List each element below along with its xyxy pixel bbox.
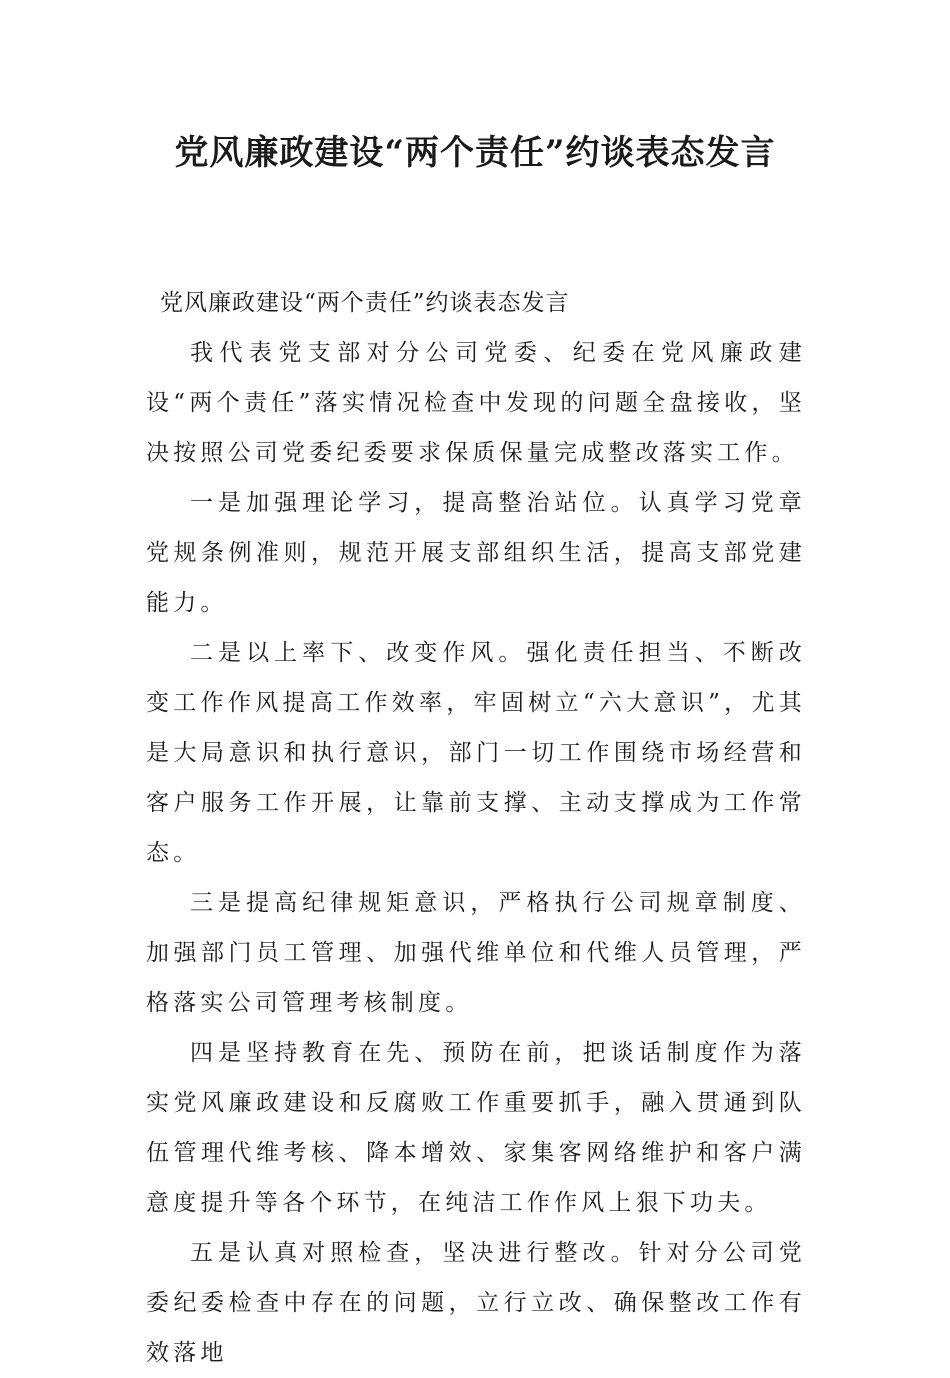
paragraph-point-4: 四是坚持教育在先、预防在前，把谈话制度作为落实党风廉政建设和反腐败工作重要抓手，融入贯通到队伍管理代维考核、降本增效、家集客网络维护和客户满意度提升等各个环节，在纯洁工作作风上狠下功夫。 bbox=[146, 1040, 806, 1216]
paragraph-point-3: 三是提高纪律规矩意识，严格执行公司规章制度、加强部门员工管理、加强代维单位和代维人员管理，严格落实公司管理考核制度。 bbox=[146, 890, 806, 1016]
paragraph-point-2: 二是以上率下、改变作风。强化责任担当、不断改变工作作风提高工作效率，牢固树立“六大意识”，尤其是大局意识和执行意识，部门一切工作围绕市场经营和客户服务工作开展，让靠前支撑、主动支撑成为工作常态。 bbox=[146, 640, 806, 866]
paragraph-point-1: 一是加强理论学习，提高整治站位。认真学习党章党规条例准则，规范开展支部组织生活，提高支部党建能力。 bbox=[146, 490, 806, 616]
document-subtitle: 党风廉政建设“两个责任”约谈表态发言 bbox=[160, 290, 570, 316]
document-body bbox=[146, 278, 806, 1378]
paragraph-point-5: 五是认真对照检查，坚决进行整改。针对分公司党委纪委检查中存在的问题，立行立改、确保整改工作有效落地 bbox=[146, 1240, 806, 1366]
paragraph-intro: 我代表党支部对分公司党委、纪委在党风廉政建设“两个责任”落实情况检查中发现的问题全盘接收，坚决按照公司党委纪委要求保质保量完成整改落实工作。 bbox=[146, 340, 806, 466]
document-title: 党风廉政建设“两个责任”约谈表态发言 bbox=[174, 133, 776, 173]
